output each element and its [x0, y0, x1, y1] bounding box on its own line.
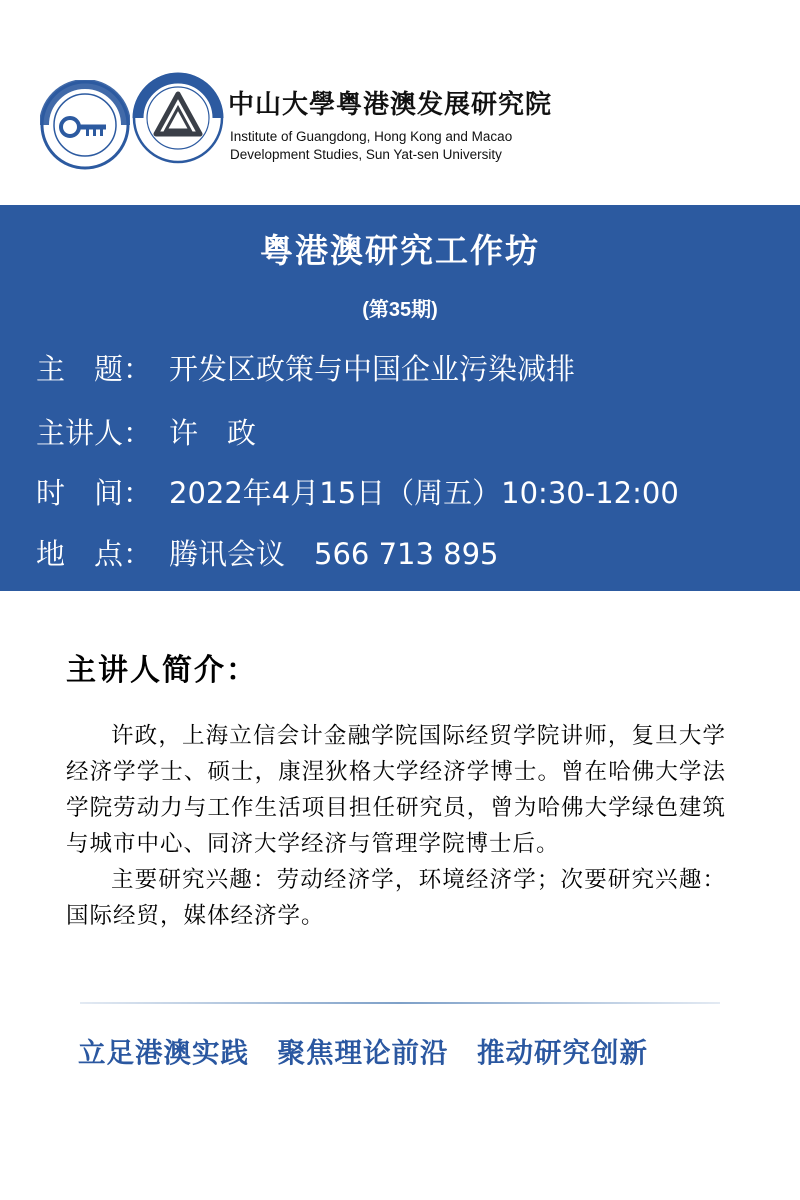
divider-line [80, 1002, 720, 1004]
bio-paragraph-2: 主要研究兴趣：劳动经济学，环境经济学；次要研究兴趣：国际经贸，媒体经济学。 [66, 867, 726, 929]
footer-slogan: 立足港澳实践 聚焦理论前沿 推动研究创新 [78, 1037, 648, 1069]
speaker-label: 主讲人： [36, 416, 153, 450]
bio-paragraph-1: 许政，上海立信会计金融学院国际经贸学院讲师，复旦大学经济学学士、硕士，康涅狄格大学经济学博士。曾在哈佛大学法学院劳动力与工作生活项目担任研究员，曾为哈佛大学绿色建筑与城市中心、同济大学经济与管理学院博士后。 [66, 723, 726, 857]
time-row [36, 471, 679, 512]
place-row [36, 532, 499, 573]
time-label: 时 间： [36, 476, 153, 510]
header [0, 0, 800, 205]
place-value: 腾讯会议 566 713 895 [169, 537, 499, 571]
think-tank-key-logo [40, 80, 130, 170]
institute-name-en-line1: Institute of Guangdong, Hong Kong and Macao [230, 129, 513, 144]
speaker-value: 许 政 [169, 416, 257, 450]
institute-emblem-logo [132, 72, 224, 164]
event-banner [0, 205, 800, 591]
speaker-row [36, 411, 256, 452]
topic-label: 主 题： [36, 352, 153, 386]
place-label: 地 点： [36, 537, 153, 571]
speaker-intro-heading: 主讲人简介： [66, 653, 258, 688]
speaker-bio [66, 718, 726, 934]
institute-name-en-line2: Development Studies, Sun Yat-sen University [230, 147, 502, 162]
topic-value: 开发区政策与中国企业污染减排 [169, 352, 576, 386]
institute-name-cn: 中山大學粤港澳发展研究院 [228, 90, 553, 120]
event-title: 粤港澳研究工作坊 [260, 231, 540, 270]
event-issue: (第35期) [362, 299, 438, 321]
time-value: 2022年4月15日（周五）10:30-12:00 [169, 476, 679, 510]
topic-row [36, 347, 575, 388]
